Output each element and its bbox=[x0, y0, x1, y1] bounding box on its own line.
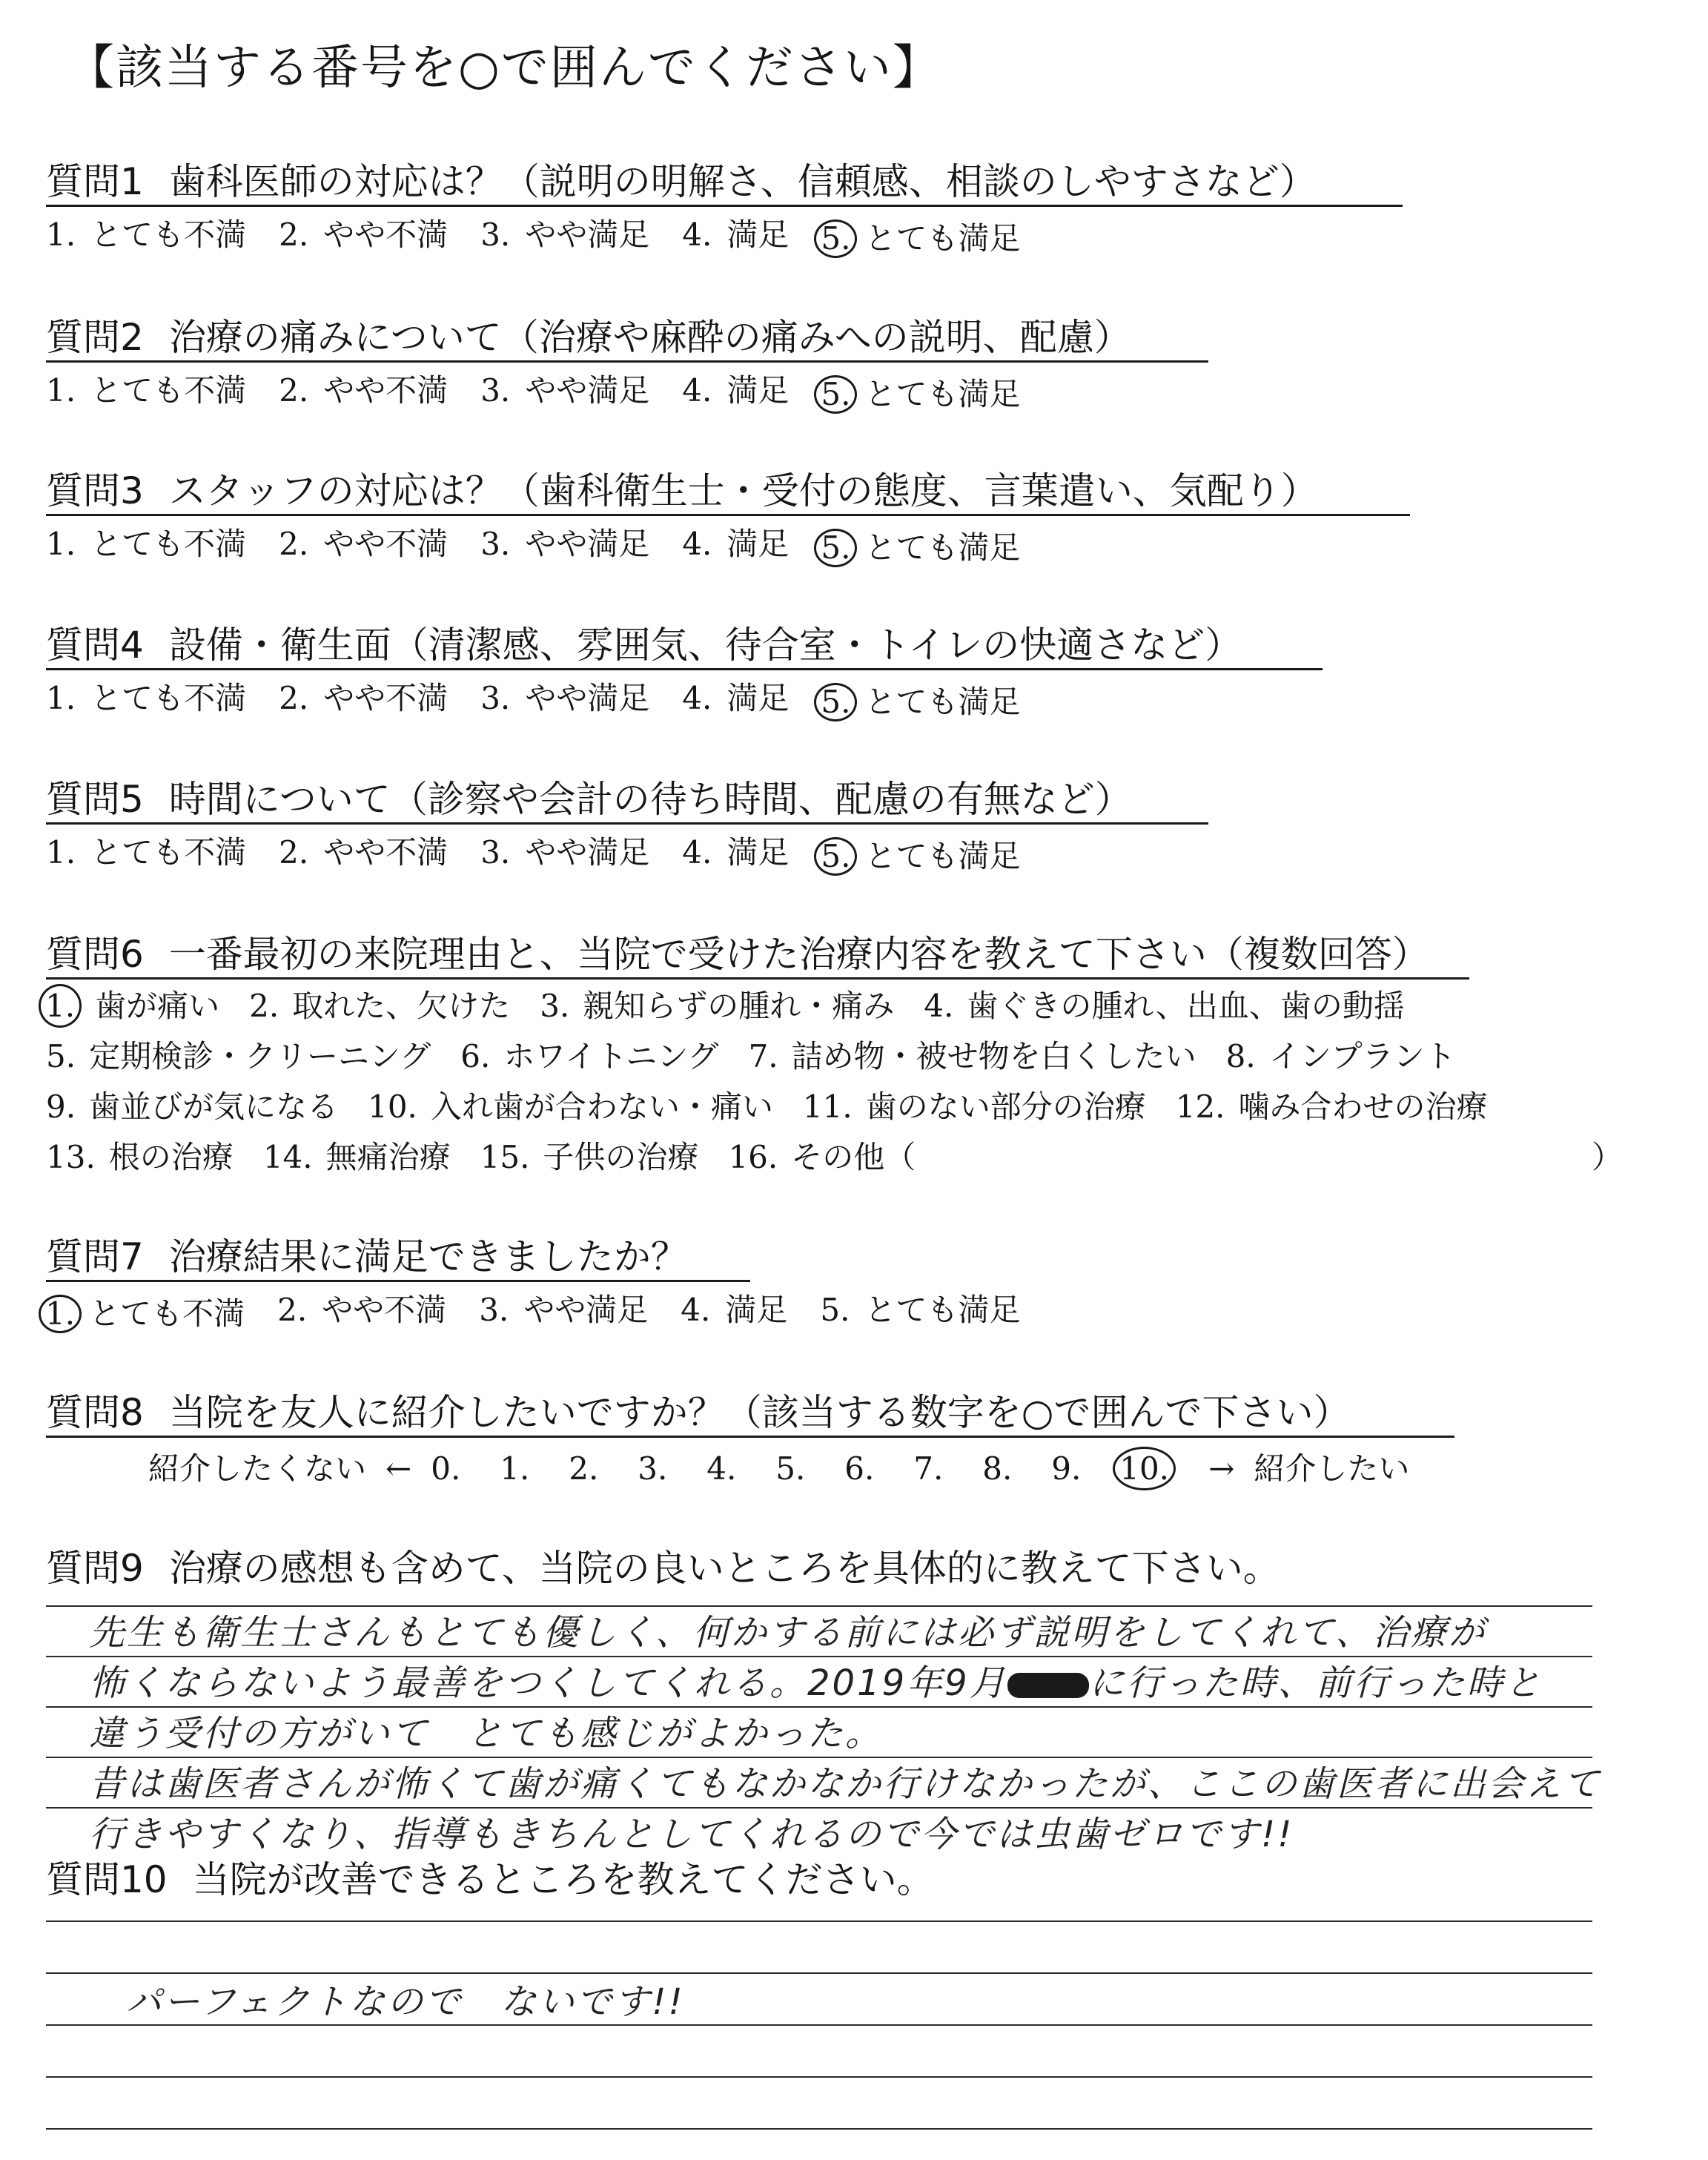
choice-row bbox=[45, 988, 1434, 1024]
rating-scale bbox=[46, 680, 1053, 721]
underline bbox=[46, 360, 1208, 363]
choice-row bbox=[46, 1038, 1486, 1074]
right-arrow: → bbox=[1208, 1450, 1235, 1487]
rating-option[interactable] bbox=[821, 837, 1020, 876]
rating-option-number: 5. bbox=[820, 1292, 850, 1328]
handwritten-answer-line: パーフェクトなので ないです!! bbox=[126, 1981, 685, 2023]
recommend-value-text: 7. bbox=[913, 1450, 944, 1487]
choice-number: 12. bbox=[1175, 1089, 1225, 1125]
question-text: 治療の感想も含めて、当院の良いところを具体的に教えて下さい。 bbox=[168, 1547, 1280, 1590]
choice-number: 4. bbox=[924, 988, 954, 1024]
rating-option[interactable] bbox=[279, 372, 448, 414]
question-text: 当院を友人に紹介したいですか？（該当する数字を○で囲んで下さい） bbox=[168, 1391, 1351, 1434]
rating-option[interactable] bbox=[279, 526, 448, 567]
choice-number: 14. bbox=[262, 1139, 313, 1175]
rating-option-label: やや不満 bbox=[323, 372, 448, 409]
recommend-value-text: 0. bbox=[431, 1450, 461, 1487]
recommend-value[interactable] bbox=[982, 1450, 1051, 1487]
handwritten-answer-line: 行きやすくなり、指導もきちんとしてくれるので今では虫歯ゼロです!! bbox=[89, 1814, 1294, 1855]
underline bbox=[46, 977, 1469, 980]
rating-option-label: とても不満 bbox=[90, 372, 247, 409]
rating-option-number: 4. bbox=[682, 526, 712, 562]
rating-option[interactable] bbox=[46, 1295, 245, 1333]
recommend-value[interactable] bbox=[913, 1450, 982, 1487]
question-text: 設備・衛生面（清潔感、雰囲気、待合室・トイレの快適さなど） bbox=[168, 624, 1242, 667]
choice-item[interactable] bbox=[540, 988, 895, 1024]
choice-item[interactable] bbox=[46, 1038, 431, 1074]
choice-number: 15. bbox=[480, 1139, 530, 1175]
rating-option-number: 5. bbox=[814, 837, 857, 876]
choice-label: 詰め物・被せ物を白くしたい bbox=[791, 1038, 1196, 1074]
choice-label: 歯並びが気になる bbox=[89, 1089, 339, 1125]
rating-scale bbox=[46, 526, 1053, 567]
rating-option[interactable] bbox=[682, 526, 790, 567]
rating-option-number: 4. bbox=[682, 217, 712, 253]
rating-option-label: とても不満 bbox=[89, 1295, 245, 1332]
handwritten-answer-line: 昔は歯医者さんが怖くて歯が痛くてもなかなか行けなかったが、ここの歯医者に出会えて bbox=[89, 1763, 1602, 1805]
rating-option[interactable] bbox=[820, 1292, 1021, 1333]
rating-option-number: 4. bbox=[682, 372, 712, 409]
question-title bbox=[46, 469, 1318, 512]
rating-option-number: 1. bbox=[39, 1295, 82, 1333]
question-title bbox=[46, 933, 1429, 976]
answer-line bbox=[46, 1656, 1592, 1657]
rating-option[interactable] bbox=[279, 834, 448, 876]
choice-label: 入れ歯が合わない・痛い bbox=[430, 1089, 773, 1125]
question-title bbox=[46, 160, 1317, 203]
question-text: 一番最初の来院理由と、当院で受けた治療内容を教えて下さい（複数回答） bbox=[168, 933, 1429, 976]
recommend-value[interactable] bbox=[638, 1450, 706, 1487]
rating-option-label: とても不満 bbox=[90, 217, 247, 253]
underline bbox=[46, 514, 1410, 516]
choice-item[interactable] bbox=[262, 1139, 451, 1175]
underline bbox=[46, 668, 1323, 670]
choice-number: 10. bbox=[368, 1089, 417, 1125]
answer-line bbox=[46, 2128, 1592, 2130]
recommend-value-text: 4. bbox=[706, 1450, 737, 1487]
question-number: 質問9 bbox=[46, 1547, 144, 1590]
rating-option-label: とても不満 bbox=[90, 526, 247, 562]
choice-number: 8. bbox=[1225, 1038, 1256, 1074]
rating-option-number: 3. bbox=[480, 834, 511, 871]
recommend-value[interactable] bbox=[569, 1450, 638, 1487]
rating-option-number: 3. bbox=[480, 680, 511, 716]
choice-number: 9. bbox=[46, 1089, 76, 1125]
rating-option-number: 1. bbox=[46, 680, 76, 716]
answer-line bbox=[46, 1972, 1592, 1974]
choice-label: 歯ぐきの腫れ、出血、歯の動揺 bbox=[967, 988, 1405, 1024]
rating-option[interactable] bbox=[46, 372, 247, 414]
choice-number: 13. bbox=[46, 1139, 96, 1175]
recommend-value-text: 6. bbox=[844, 1450, 875, 1487]
rating-option[interactable] bbox=[682, 372, 790, 414]
rating-option-number: 1. bbox=[46, 834, 76, 871]
rating-option-label: やや満足 bbox=[525, 372, 650, 409]
question-text: 歯科医師の対応は？（説明の明解さ、信頼感、相談のしやすさなど） bbox=[168, 160, 1317, 203]
rating-option[interactable] bbox=[821, 683, 1020, 721]
recommend-value[interactable] bbox=[431, 1450, 500, 1487]
rating-option[interactable] bbox=[480, 680, 650, 721]
rating-option-label: やや満足 bbox=[525, 526, 650, 562]
choice-item[interactable] bbox=[728, 1139, 916, 1175]
rating-option-number: 3. bbox=[480, 217, 511, 253]
underline bbox=[46, 822, 1208, 825]
choice-label: 取れた、欠けた bbox=[292, 988, 511, 1024]
question-number: 質問7 bbox=[46, 1235, 144, 1278]
question-number: 質問3 bbox=[46, 469, 144, 512]
rating-option-number: 3. bbox=[480, 526, 511, 562]
choice-number: 6. bbox=[460, 1038, 491, 1074]
question-number: 質問1 bbox=[46, 160, 144, 203]
rating-option-number: 1. bbox=[46, 372, 76, 409]
rating-scale bbox=[46, 219, 1053, 258]
rating-option-label: 満足 bbox=[726, 217, 790, 253]
choice-label: ホワイトニング bbox=[503, 1038, 719, 1074]
choice-label: 歯のない部分の治療 bbox=[865, 1089, 1146, 1125]
choice-label: インプラント bbox=[1268, 1038, 1456, 1074]
choice-number: 5. bbox=[46, 1038, 76, 1074]
choice-item[interactable] bbox=[460, 1038, 719, 1074]
answer-line bbox=[46, 1757, 1592, 1758]
answer-line bbox=[46, 1605, 1592, 1607]
choice-label: 子供の治療 bbox=[543, 1139, 699, 1175]
question-text: 当院が改善できるところを教えてください。 bbox=[192, 1858, 934, 1901]
recommend-value-text: 9. bbox=[1051, 1450, 1082, 1487]
recommend-value-text: 2. bbox=[569, 1450, 599, 1487]
rating-option[interactable] bbox=[46, 680, 247, 721]
question-number: 質問4 bbox=[46, 624, 144, 667]
rating-option-label: やや不満 bbox=[323, 526, 448, 562]
choice-item[interactable] bbox=[249, 988, 511, 1024]
rating-option-label: 満足 bbox=[726, 834, 790, 871]
choice-item[interactable] bbox=[46, 1091, 338, 1123]
rating-option[interactable] bbox=[279, 219, 448, 258]
choice-item[interactable] bbox=[1176, 1091, 1488, 1123]
rating-option[interactable] bbox=[46, 834, 247, 876]
rating-option-number: 4. bbox=[682, 680, 712, 716]
rating-option-label: 満足 bbox=[726, 526, 790, 562]
choice-label: 親知らずの腫れ・痛み bbox=[583, 988, 895, 1024]
rating-option-label: とても満足 bbox=[864, 838, 1021, 874]
rating-option[interactable] bbox=[277, 1292, 447, 1333]
rating-option-number: 4. bbox=[682, 834, 712, 871]
handwritten-answer-line: 先生も衛生士さんもとても優しく、何かする前には必ず説明をしてくれて、治療が bbox=[89, 1612, 1487, 1654]
recommend-value-text: 5. bbox=[775, 1450, 806, 1487]
choice-number: 16. bbox=[728, 1139, 778, 1175]
rating-option-number: 2. bbox=[279, 834, 309, 871]
instruction-header: 【該当する番号を○で囲んでください】 bbox=[67, 41, 941, 96]
rating-option-label: とても不満 bbox=[90, 834, 247, 871]
rating-option[interactable] bbox=[46, 219, 246, 258]
choice-label: 根の治療 bbox=[108, 1139, 234, 1175]
rating-option-number: 5. bbox=[814, 375, 857, 414]
question-title bbox=[46, 624, 1242, 667]
recommend-value[interactable] bbox=[844, 1450, 913, 1487]
answer-line bbox=[46, 2076, 1592, 2078]
recommend-value-text: 3. bbox=[638, 1450, 668, 1487]
choice-label: 歯が痛い bbox=[95, 988, 220, 1024]
choice-item[interactable] bbox=[368, 1091, 773, 1123]
handwritten-answer-line: 違う受付の方がいて とても感じがよかった。 bbox=[89, 1713, 884, 1754]
question-title bbox=[46, 1391, 1351, 1434]
rating-option-label: とても満足 bbox=[864, 1292, 1021, 1328]
underline bbox=[46, 1280, 750, 1282]
rating-option-label: やや満足 bbox=[525, 834, 650, 871]
recommend-value[interactable] bbox=[1051, 1450, 1120, 1487]
rating-option-number: 2. bbox=[279, 526, 309, 562]
rating-option-number: 3. bbox=[479, 1292, 509, 1328]
rating-option-label: とても満足 bbox=[864, 684, 1021, 720]
rating-scale bbox=[45, 1292, 1053, 1333]
recommend-value[interactable] bbox=[500, 1450, 569, 1487]
rating-option-number: 1. bbox=[46, 217, 76, 253]
choice-number: 7. bbox=[748, 1038, 778, 1074]
not-recommend-label: 紹介したくない bbox=[148, 1450, 367, 1487]
rating-option-label: やや不満 bbox=[323, 680, 448, 716]
choice-item[interactable] bbox=[46, 1139, 234, 1175]
rating-option[interactable] bbox=[682, 219, 789, 258]
rating-option-number: 5. bbox=[814, 683, 857, 721]
question-title bbox=[46, 778, 1132, 821]
rating-option-label: 満足 bbox=[725, 1292, 788, 1328]
question-title bbox=[46, 316, 1131, 359]
choice-label: 定期検診・クリーニング bbox=[89, 1038, 431, 1074]
rating-option[interactable] bbox=[682, 834, 790, 876]
recommend-value-text: 8. bbox=[982, 1450, 1013, 1487]
rating-option-number: 4. bbox=[681, 1292, 711, 1328]
rating-option-number: 2. bbox=[279, 217, 309, 253]
choice-row bbox=[46, 1139, 945, 1175]
rating-option-number: 2. bbox=[279, 372, 309, 409]
choice-label: 無痛治療 bbox=[325, 1139, 451, 1175]
choice-item[interactable] bbox=[45, 988, 220, 1024]
question-number: 質問5 bbox=[46, 778, 144, 821]
rating-option[interactable] bbox=[682, 680, 790, 721]
redacted-scribble bbox=[1007, 1673, 1089, 1698]
rating-option-label: 満足 bbox=[726, 680, 790, 716]
rating-option[interactable] bbox=[480, 834, 650, 876]
choice-item[interactable] bbox=[480, 1139, 699, 1175]
rating-option[interactable] bbox=[46, 526, 247, 567]
rating-option-number: 3. bbox=[480, 372, 511, 409]
recommend-value[interactable] bbox=[775, 1450, 844, 1487]
recommend-value-text: 10. bbox=[1113, 1447, 1176, 1490]
answer-line bbox=[46, 1807, 1592, 1809]
choice-number: 1. bbox=[39, 984, 82, 1028]
question-text: 時間について（診察や会計の待ち時間、配慮の有無など） bbox=[168, 778, 1132, 821]
left-arrow: ← bbox=[385, 1450, 412, 1487]
rating-option-label: とても満足 bbox=[864, 376, 1021, 412]
answer-line bbox=[46, 1920, 1592, 1922]
rating-option-label: やや不満 bbox=[323, 834, 448, 871]
question-text: スタッフの対応は？（歯科衛生士・受付の態度、言葉遣い、気配り） bbox=[168, 469, 1318, 512]
choice-number: 2. bbox=[249, 988, 279, 1024]
choice-item[interactable] bbox=[748, 1038, 1196, 1074]
question-number: 質問8 bbox=[46, 1391, 144, 1434]
rating-option[interactable] bbox=[279, 680, 448, 721]
question-title bbox=[46, 1858, 934, 1901]
question-number: 質問6 bbox=[46, 933, 144, 976]
rating-option[interactable] bbox=[480, 372, 650, 414]
rating-option[interactable] bbox=[821, 375, 1020, 414]
recommend-scale bbox=[148, 1450, 1410, 1487]
choice-item[interactable] bbox=[924, 988, 1405, 1024]
rating-option-label: 満足 bbox=[726, 372, 790, 409]
rating-option[interactable] bbox=[681, 1292, 788, 1333]
question-title bbox=[46, 1547, 1280, 1590]
rating-option-label: とても満足 bbox=[864, 220, 1021, 257]
rating-option[interactable] bbox=[821, 219, 1020, 258]
recommend-value[interactable] bbox=[1119, 1450, 1189, 1487]
question-title bbox=[46, 1235, 688, 1278]
rating-option[interactable] bbox=[480, 526, 650, 567]
question-number: 質問10 bbox=[46, 1858, 168, 1901]
rating-option-label: やや満足 bbox=[525, 680, 650, 716]
underline bbox=[46, 205, 1403, 207]
choice-item[interactable] bbox=[1225, 1038, 1456, 1074]
recommend-value[interactable] bbox=[706, 1450, 775, 1487]
other-close-paren: ） bbox=[1592, 1139, 1623, 1175]
rating-option-label: とても不満 bbox=[90, 680, 247, 716]
choice-label: 噛み合わせの治療 bbox=[1238, 1089, 1488, 1125]
rating-option-number: 5. bbox=[814, 529, 857, 567]
rating-option[interactable] bbox=[480, 219, 649, 258]
rating-option[interactable] bbox=[821, 529, 1020, 567]
handwritten-answer-line: 怖くならないよう最善をつくしてくれる。2019年9月 に行った時、前行った時と bbox=[89, 1662, 1543, 1704]
recommend-label: 紹介したい bbox=[1254, 1450, 1410, 1487]
choice-number: 3. bbox=[540, 988, 570, 1024]
answer-line bbox=[46, 2024, 1592, 2026]
question-text: 治療の痛みについて（治療や麻酔の痛みへの説明、配慮） bbox=[168, 316, 1131, 359]
rating-scale bbox=[46, 372, 1053, 414]
question-text: 治療結果に満足できましたか？ bbox=[168, 1235, 688, 1278]
rating-option-number: 1. bbox=[46, 526, 76, 562]
rating-option-label: やや満足 bbox=[525, 217, 650, 253]
rating-option-label: とても満足 bbox=[864, 529, 1021, 566]
choice-row bbox=[46, 1091, 1517, 1123]
choice-item[interactable] bbox=[803, 1091, 1146, 1123]
rating-option-label: やや満足 bbox=[523, 1292, 649, 1328]
rating-scale bbox=[46, 834, 1053, 876]
recommend-value-text: 1. bbox=[500, 1450, 530, 1487]
rating-option-label: やや不満 bbox=[323, 217, 448, 253]
rating-option-number: 2. bbox=[279, 680, 309, 716]
rating-option-number: 2. bbox=[277, 1292, 308, 1328]
rating-option-label: やや不満 bbox=[322, 1292, 447, 1328]
answer-line bbox=[46, 1706, 1592, 1708]
underline bbox=[46, 1436, 1454, 1438]
rating-option-number: 5. bbox=[814, 219, 857, 258]
recommend-values bbox=[431, 1450, 1189, 1487]
choice-label: その他（ bbox=[791, 1139, 916, 1175]
choice-number: 11. bbox=[802, 1089, 853, 1125]
question-number: 質問2 bbox=[46, 316, 144, 359]
rating-option[interactable] bbox=[479, 1292, 649, 1333]
